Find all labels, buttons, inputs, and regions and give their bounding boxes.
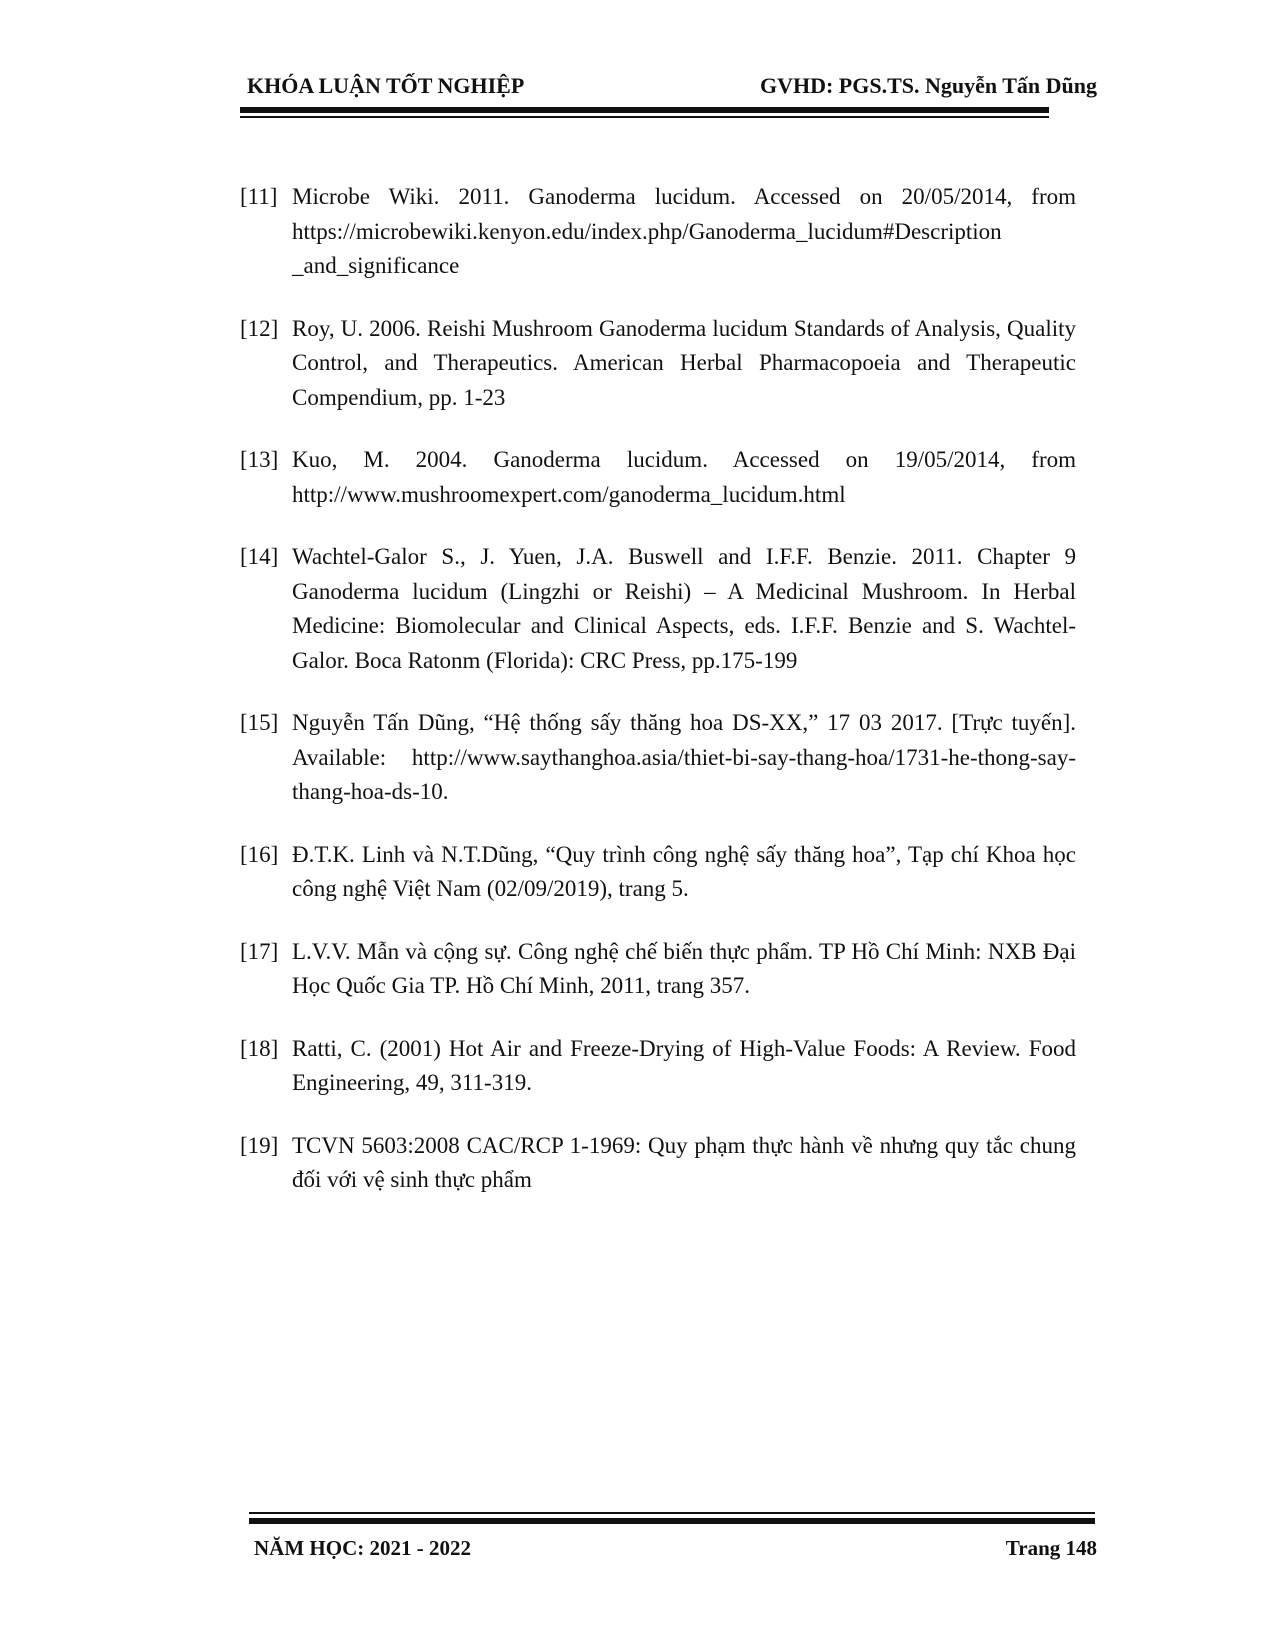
reference-item-19 [240,1129,1076,1198]
footer-page-number: Trang 148 [1005,1536,1097,1560]
reference-number: [19] [240,1132,279,1158]
reference-number: [17] [240,938,279,964]
reference-item-11 [240,180,1076,284]
page-header [247,70,1097,110]
header-rule-thick [240,107,1049,113]
reference-number: [13] [240,447,279,472]
reference-item-14 [240,540,1076,678]
reference-text: Ratti, C. (2001) Hot Air and Freeze-Drying of High-Value Foods: A Review. Food Engineering, 49, 311-319. [292,1035,1076,1095]
reference-number: [15] [240,710,279,735]
reference-text: Microbe Wiki. 2011. Ganoderma lucidum. Accessed on 20/05/2014, from https://microbewiki.kenyon.edu/index.php/Ganoderma_lucidum#Description _and_significance [292,184,1076,278]
reference-list [240,180,1076,1226]
page-footer [254,1532,1097,1568]
reference-text: Roy, U. 2006. Reishi Mushroom Ganoderma lucidum Standards of Analysis, Quality Control, and Therapeutics. American Herbal Pharmacopoeia and Therapeutic Compendium, pp. 1-23 [292,315,1076,410]
reference-item-17 [240,935,1076,1004]
reference-item-15 [240,706,1076,810]
header-supervisor: GVHD: PGS.TS. Nguyễn Tấn Dũng [759,73,1097,98]
footer-academic-year: NĂM HỌC: 2021 - 2022 [254,1536,471,1560]
reference-text: Wachtel-Galor S., J. Yuen, J.A. Buswell and I.F.F. Benzie. 2011. Chapter 9 Ganoderma lucidum (Lingzhi or Reishi) – A Medicinal Mushroom. In Herbal Medicine: Biomolecular and Clinical Aspects, eds. I.F.F. Benzie and S. Wachtel-Galor. Boca Ratonm (Florida): CRC Press, pp.175-199 [292,544,1076,673]
reference-item-12 [240,312,1076,416]
reference-number: [12] [240,315,279,341]
reference-number: [18] [240,1035,279,1061]
reference-text: Nguyễn Tấn Dũng, “Hệ thống sấy thăng hoa DS-XX,” 17 03 2017. [Trực tuyến]. Available: http://www.saythanghoa.asia/thiet-bi-say-thang-hoa/1731-he-thong-say-thang-hoa-ds-10. [292,710,1076,804]
reference-item-16 [240,838,1076,907]
reference-number: [16] [240,841,279,867]
footer-rule-thin [249,1512,1095,1514]
reference-item-13 [240,443,1076,512]
reference-text: Kuo, M. 2004. Ganoderma lucidum. Accessed on 19/05/2014, from http://www.mushroomexpert.com/ganoderma_lucidum.html [292,447,1076,507]
footer-rule-thick [249,1518,1095,1524]
reference-text: L.V.V. Mẫn và cộng sự. Công nghệ chế biến thực phẩm. TP Hồ Chí Minh: NXB Đại Học Quốc Gia TP. Hồ Chí Minh, 2011, trang 357. [292,938,1076,998]
header-rule-thin [240,116,1049,118]
reference-number: [11] [240,184,278,209]
header-thesis-title: KHÓA LUẬN TỐT NGHIỆP [247,73,525,98]
reference-text: Đ.T.K. Linh và N.T.Dũng, “Quy trình công nghệ sấy thăng hoa”, Tạp chí Khoa học công nghệ Việt Nam (02/09/2019), trang 5. [292,841,1076,901]
reference-text: TCVN 5603:2008 CAC/RCP 1-1969: Quy phạm thực hành về nhưng quy tắc chung đối với vệ sinh thực phẩm [292,1132,1076,1192]
reference-item-18 [240,1032,1076,1101]
reference-number: [14] [240,544,279,569]
